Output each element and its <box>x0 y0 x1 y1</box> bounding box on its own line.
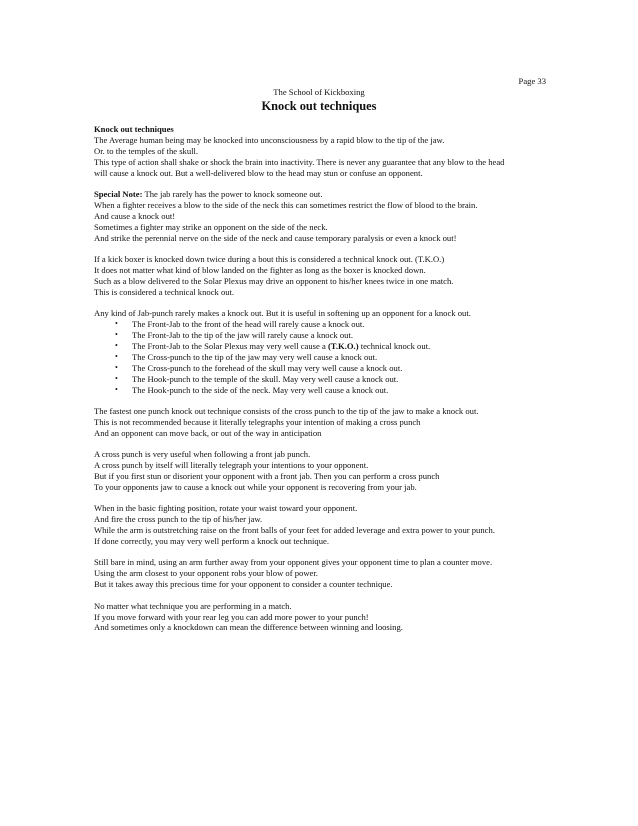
text-line: Or. to the temples of the skull. <box>94 145 199 156</box>
bullet-icon: • <box>115 340 118 350</box>
text-line: This is considered a technical knock out. <box>94 286 235 297</box>
bullet-icon: • <box>115 373 118 383</box>
special-note-first-line <box>94 189 564 200</box>
text-line: If you move forward with your rear leg you can add more power to your punch! <box>94 611 369 622</box>
text-line: A cross punch by itself will literally telegraph your intentions to your opponent. <box>94 460 369 471</box>
list-item: • The Hook-punch to the side of the neck. May very well cause a knock out. <box>115 384 389 395</box>
text-line: Any kind of Jab-punch rarely makes a knock out. But it is useful in softening up an opponent for a knock out. <box>94 308 471 319</box>
text-line: No matter what technique you are performing in a match. <box>94 600 292 611</box>
text-line: And an opponent can move back, or out of the way in anticipation <box>94 427 322 438</box>
list-item: • The Cross-punch to the tip of the jaw may very well cause a knock out. <box>115 351 378 362</box>
text-line: And fire the cross punch to the tip of his/her jaw. <box>94 514 263 525</box>
special-note-text: The jab rarely has the power to knock someone out. <box>142 189 323 200</box>
bullet-icon: • <box>115 384 118 394</box>
text-line: If done correctly, you may very well perform a knock out technique. <box>94 536 329 546</box>
jab-section <box>94 308 564 395</box>
text-line: While the arm is outstretching raise on the front balls of your feet for added leverage and extra power to your punch. <box>94 525 495 536</box>
list-item: • The Cross-punch to the forehead of the skull may very well cause a knock out. <box>115 362 403 373</box>
text-line: If a kick boxer is knocked down twice during a bout this is considered a technical knock out. (T.K.O.) <box>94 254 445 265</box>
page-title: Knock out techniques <box>261 99 377 113</box>
page-number: Page 33 <box>518 76 546 86</box>
list-item: • The Hook-punch to the temple of the skull. May very well cause a knock out. <box>115 373 399 384</box>
punch-list <box>94 319 564 395</box>
bullet-icon: • <box>115 351 118 361</box>
text-line: Using the arm closest to your opponent robs your blow of power. <box>94 568 318 579</box>
page-header <box>0 87 638 113</box>
bare-paragraph <box>94 557 564 590</box>
tko-paragraph <box>94 254 564 298</box>
section-heading: Knock out techniques <box>94 124 174 134</box>
text-line: To your opponents jaw to cause a knock out while your opponent is recovering from your jab. <box>94 481 417 492</box>
school-name: The School of Kickboxing <box>273 87 365 97</box>
text-line: will cause a knock out. But a well-delivered blow to the head may stun or confuse an opponent. <box>94 167 423 178</box>
closing-paragraph <box>94 601 564 634</box>
text-line: This is not recommended because it literally telegraphs your intention of making a cross punch <box>94 416 421 427</box>
tko-bold: (T.K.O.) <box>327 340 359 351</box>
text-line: This type of action shall shake or shock the brain into inactivity. There is never any guarantee that any blow to the head <box>94 156 505 167</box>
intro-section <box>94 124 564 179</box>
text-line: It does not matter what kind of blow landed on the fighter as long as the boxer is knocked down. <box>94 264 426 275</box>
body-content <box>94 124 564 644</box>
text-line: And strike the perennial nerve on the side of the neck and cause temporary paralysis or even a knock out! <box>94 232 457 243</box>
bullet-icon: • <box>115 319 118 329</box>
text-line: But it takes away this precious time for your opponent to consider a counter technique. <box>94 579 393 590</box>
text-line: And cause a knock out! <box>94 210 176 221</box>
text-line: And sometimes only a knockdown can mean the difference between winning and loosing. <box>94 622 403 633</box>
text-line: When in the basic fighting position, rotate your waist toward your opponent. <box>94 503 358 514</box>
list-item: • The Front-Jab to the tip of the jaw will rarely cause a knock out. <box>115 330 353 340</box>
text-line: A cross punch is very useful when following a front jab punch. <box>94 449 311 460</box>
text-line: But if you first stun or disorient your opponent with a front jab. Then you can perform a cross punch <box>94 470 440 481</box>
stance-paragraph <box>94 503 564 547</box>
text-line: Still bare in mind, using an arm further away from your opponent gives your opponent time to plan a counter move. <box>94 557 493 568</box>
list-item: • The Front-Jab to the front of the head will rarely cause a knock out. <box>115 319 365 330</box>
text-line: Sometimes a fighter may strike an opponent on the side of the neck. <box>94 221 328 232</box>
special-note-label: Special Note: <box>94 189 143 200</box>
special-note-section <box>94 189 564 244</box>
text-line: When a fighter receives a blow to the side of the neck this can sometimes restrict the flow of blood to the brain. <box>94 199 478 210</box>
text-line: The fastest one punch knock out technique consists of the cross punch to the tip of the jaw to make a knock out. <box>94 405 479 416</box>
text-line: Such as a blow delivered to the Solar Plexus may drive an opponent to his/her knees twice in one match. <box>94 275 454 286</box>
text-line: The Average human being may be knocked into unconsciousness by a rapid blow to the tip of the jaw. <box>94 134 445 145</box>
bullet-icon: • <box>115 330 118 339</box>
bullet-icon: • <box>115 362 118 372</box>
list-item: • The Front-Jab to the Solar Plexus may very well cause a (T.K.O.) technical knock out. <box>115 340 431 351</box>
cross-paragraph <box>94 406 564 439</box>
follow-paragraph <box>94 449 564 493</box>
